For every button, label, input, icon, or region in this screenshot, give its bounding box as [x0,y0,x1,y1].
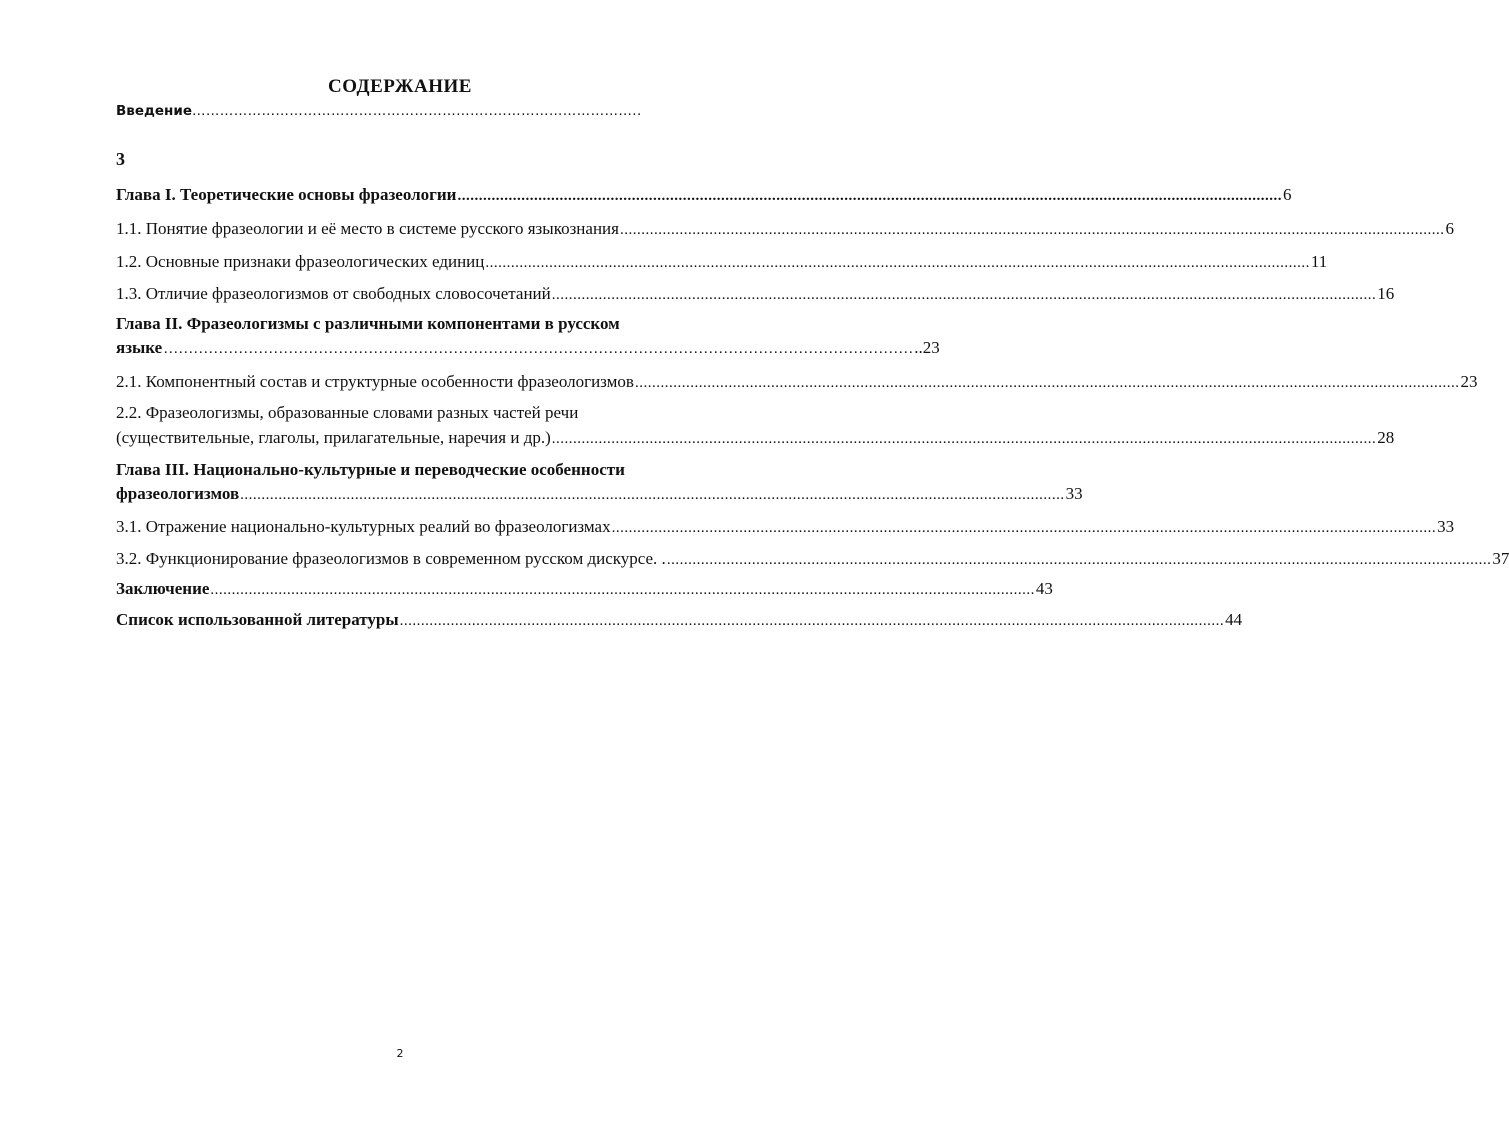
toc-leader [552,431,1377,448]
toc-leader [612,520,1437,537]
toc-entry-page: 6 [1445,219,1454,238]
toc-leader [210,582,1035,599]
toc-entry-page: 44 [1225,610,1243,629]
toc-entry-page: 43 [1035,579,1053,598]
toc-entry-text: 1.1. Понятие фразеологии и её место в системе русского языкознания [116,219,619,238]
toc-entry-page: 16 [1377,284,1395,303]
toc-leader [667,552,1492,569]
toc-entry-text: Список использованной литературы [116,610,399,629]
toc-entry-page: 37 [1492,549,1509,568]
toc-leader [620,222,1445,239]
toc-leader [457,188,1282,205]
toc-entry-text: Глава I. Теоретические основы фразеологии [116,185,457,204]
toc-entry-page: 6 [1282,185,1292,204]
toc-entry-1-3 [116,284,1395,308]
toc-entry-chapter-2-line1: Глава II. Фразеологизмы с различными компонентами в русском [116,314,620,333]
toc-entry-chapter-2 [116,338,940,362]
toc-entry-2-1 [116,372,1478,396]
toc-entry-chapter-3-line1: Глава III. Национально-культурные и переводческие особенности [116,460,625,479]
toc-entry-text: Заключение [116,579,210,598]
toc-entry-page: ..23 [914,338,940,357]
toc-intro-page: 3 [116,149,125,169]
page-number: 2 [396,1047,404,1060]
toc-entry-text: 3.2. Функционирование фразеологизмов в современном русском дискурсе. . [116,549,666,568]
toc-leader [552,287,1377,304]
toc-leader [635,375,1460,392]
toc-entry-text: 1.2. Основные признаки фразеологических единиц [116,252,485,271]
toc-entry-page: 28 [1377,428,1395,447]
toc-entry-2-2-line1: 2.2. Фразеологизмы, образованные словами разных частей речи [116,403,579,422]
toc-entry-conclusion [116,579,1053,603]
toc-entry-bibliography [116,610,1243,634]
toc-entry-3-2 [116,549,1509,573]
toc-leader [240,487,1065,504]
toc-leader [485,255,1310,272]
toc-entry-text: 1.3. Отличие фразеологизмов от свободных словосочетаний [116,284,551,303]
toc-entry-3-1 [116,517,1455,541]
toc-entry-1-2 [116,252,1328,276]
toc-entry-text: (существительные, глаголы, прилагательные, наречия и др.) [116,428,551,447]
toc-entry-page: 23 [1460,372,1478,391]
toc-intro-label: Введение [116,103,192,119]
toc-entry-page: 33 [1437,517,1455,536]
toc-leader [163,341,913,358]
toc-entry-text: фразеологизмов [116,484,240,503]
toc-intro-line [116,103,642,119]
toc-entry-text: 2.1. Компонентный состав и структурные особенности фразеологизмов [116,372,634,391]
toc-entry-page: 33 [1065,484,1083,503]
toc-entry-chapter-1 [116,185,1292,209]
toc-entry-1-1 [116,219,1454,243]
toc-entry-chapter-3 [116,484,1083,508]
toc-intro-leader: ………………………………………………………..………………………….. [192,103,642,119]
page-title: СОДЕРЖАНИЕ [328,76,472,97]
toc-leader [400,613,1225,630]
toc-entry-2-2 [116,428,1395,452]
toc-entry-page: 11 [1310,252,1328,271]
toc-entry-text: языке [116,338,163,357]
toc-entry-text: 3.1. Отражение национально-культурных реалий во фразеологизмах [116,517,611,536]
